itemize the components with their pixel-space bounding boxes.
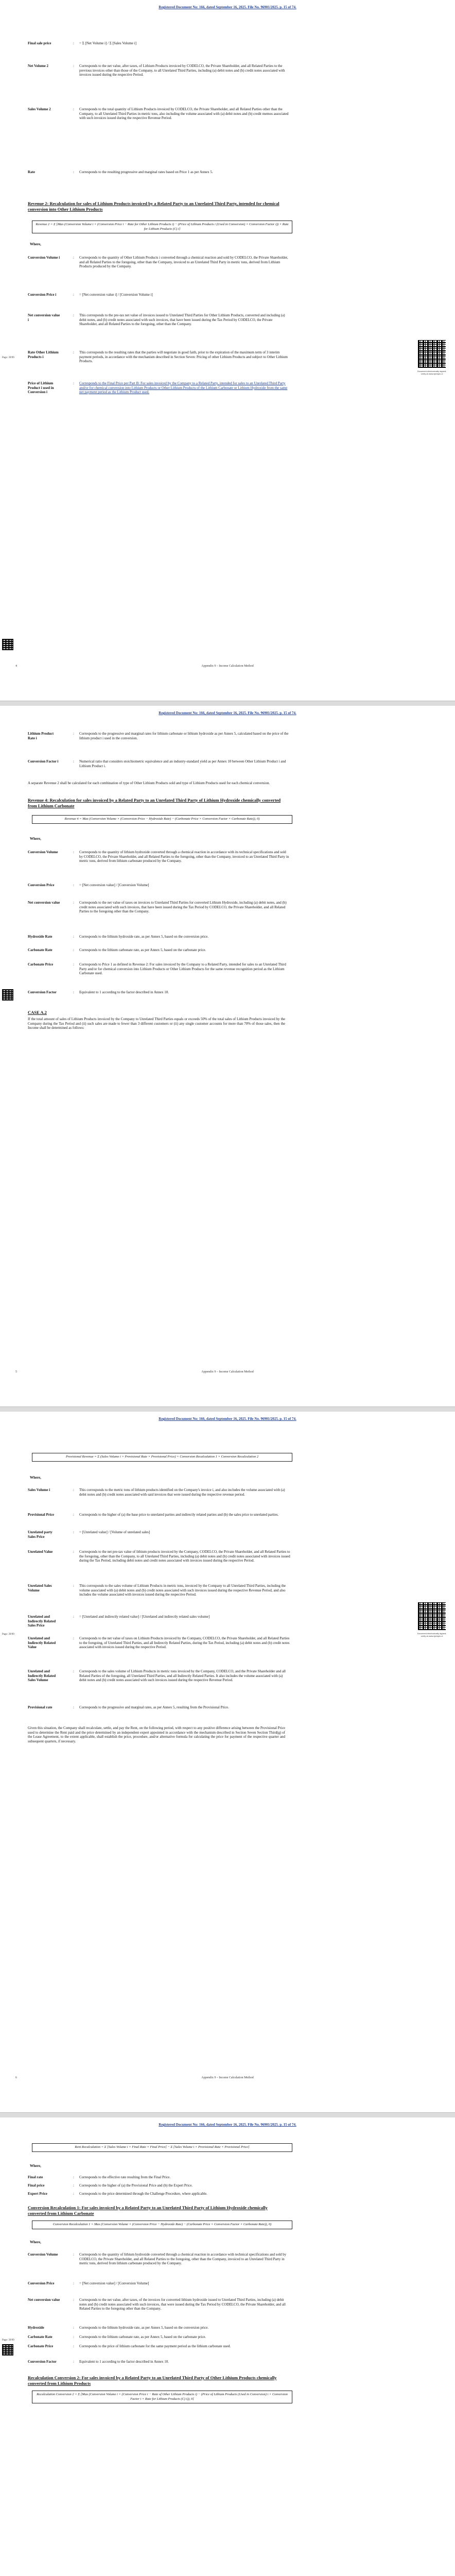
term: Lithium Product Rate i — [28, 732, 54, 740]
paragraph: A separate Revenue 2 shall be calculated for each combination of type of Other Lithium Products sold and type of Lithium Products used for each chemical conversion. — [28, 781, 270, 785]
document-page-1: Registered Document No: 166, dated September 16, 2025. File No. 96901/2025. p. 15 of 74. Final sale price : = Σ [Net Volume i] / Σ [Sales Volume i] Net Volume 2 : Corresponds to the net value, after taxes, of Lithium Products invoiced by CODELCO, the Private Shareholder, and all Related Parties to the previous invoices other than those of the Company, to all Unrelated Third Parties, including (a) debit notes and (b) credit notes associated with invoices issued during the respective Period. Sales Volume 2 : Corresponds to the total quantity of Lithium Products invoiced by CODELCO, the Private Shareholder, and all Related Parties other than the Company, to all Unrelated Third Parties in metric tons, also including the volume associated with (a) debit notes and (b) credit memos associated with such invoices issued during the respective Revenue Period. Rate : Corresponds to the resulting progressive and marginal rates based on Price 1 as per Annex 5. Revenue 2: Recalculation for sales of Lithium Products invoiced by a Related Party to an Unrelated Third Party, intended for chemical conversion into Other Lithium Products Revenue 2 = Σ [Max (Conversion Volume i × (Conversion Price i − Rate for Other Lithium Products i) − (Price of Lithium Products i (Used in Conversion) × Conversion Factor i)) × Rate for Lithium Products (C) i] Where, Conversion Volume i : Corresponds to the quantity of Other Lithium Products i converted through a chemical reaction and sold by CODELCO, the Private Shareholder, and all Related Parties to the foregoing, other than the Company, invoiced to an Unrelated Third Party in metric tons, derived from Lithium Products produced by the Company. Conversion Price i : = [Net conversion value i] / [Conversion Volume i] Net conversion value i : This corresponds to the pre-tax net value of invoices issued to Unrelated Third Parties for Other Lithium Products, converted and including (a) debit notes, and (b) credit notes associated with such invoices, that have been issued during the Tax Period by CODELCO, the Private Shareholder, and all Related Parties to the foregoing, other than the Company. Rate Other Lithium Products i : This corresponds to the resulting rates that the parties will negotiate in good faith, prior to the expiration of the maximum term of 3 interim payment periods, in accordance with the mechanism described in Section Seven: Pricing of other Lithium Products and subject to Other Lithium Products. Price of Lithium Product i used in Conversion i : Corresponds to the Final Price per Part B: For sales invoiced by the Company to a Related Party, intended for sales to an Unrelated Third Party and/or for chemical conversion into Lithium Products or Other Lithium Products of the Lithium Carbonate or Lithium Hydroxide from the same net payment period as the Lithium Product used. Page: 39/99 Document electronically signed; verify at www.ejemplo.cl 4 Appendix 9 – Income Calculation Method — [0, 0, 455, 701]
term: Rate Other Lithium Products i — [28, 350, 59, 359]
verification-qr-icon — [418, 340, 446, 368]
verification-qr-icon — [418, 1602, 446, 1630]
definition-text: Corresponds to the effective rate resulting from the Final Price. — [79, 2175, 171, 2179]
qr-caption: Document electronically signed; verify at www.ejemplo.cl — [417, 1632, 447, 1637]
page-header[interactable]: Registered Document No: 166, dated September 16, 2025. File No. 96901/2025. p. 15 of 74. — [159, 711, 296, 715]
definition-text: Corresponds to the higher of (a) the Provisional Price and (b) the Expert Price. — [79, 2183, 193, 2188]
term: Hydroxide Rate — [28, 935, 52, 939]
term: Rate — [28, 170, 35, 174]
definition-text: Corresponds to the lithium hydroxide rate, as per Annex 5, based on the conversion price. — [79, 2326, 208, 2330]
term: Sales Volume 2 — [28, 107, 51, 111]
definition-text: Corresponds to the price determined through the Challenge Procedure, where applicable. — [79, 2192, 207, 2196]
footer-label: Appendix 9 – Income Calculation Method — [201, 1370, 254, 1374]
term: Hydroxide — [28, 2326, 44, 2330]
term: Unrelated and Indirectly Related Sales Volume — [28, 1669, 56, 1682]
qr-caption: Document electronically signed; verify at www.ejemplo.cl — [417, 370, 447, 375]
term: Sales Volume i — [28, 1488, 50, 1492]
term: Conversion Volume i — [28, 256, 60, 260]
side-page-label: Page: 39/99 — [2, 1633, 14, 1636]
definition-text: = [Unrelated and indirectly related value] / [Unrelated and indirectly related sales volume] — [79, 1615, 210, 1619]
document-page-3: Registered Document No: 166, dated September 16, 2025. File No. 96901/2025. p. 15 of 74. Provisional Revenue = Σ (Sales Volume i × Provisional Rate × Provisional Price) × Conversion Recalculation 1 × Conversion Recalculation 2 Where, Sales Volume i : This corresponds to the metric tons of lithium products identified on the Company's invoice i, and also includes the volume associated with (a) debit notes and (b) credit notes associated with said invoices that were issued during the respective revenue period. Provisional Price : Corresponds to the higher of (a) the base price to unrelated parties and indirectly related parties and (b) the sales price to unrelated parties. Unrelated party Sales Price : = [Unrelated value] / [Volume of unrelated sales] Unrelated Value : Corresponds to the net pre-tax value of lithium products invoiced by the Company, CODELCO, the Private Shareholder, and all Related Parties to the foregoing, other than the Company, to all Unrelated Third Parties, including (a) debit notes and (b) credit notes associated with invoices issued during the Tax Period, including debit notes and credit notes associated with invoices issued during the respective Period. Unrelated Sales Volume : This corresponds to the sales volume of Lithium Products in metric tons, invoiced by the Company to all Unrelated Third Parties, including the volume associated with (a) debit notes and (b) credit notes associated with such invoices issued during the respective Revenue Period, and also includes the volume associated with invoices issued during the respective Period. Unrelated and Indirectly Related Sales Price : = [Unrelated and indirectly related value] / [Unrelated and indirectly related sales volume] Unrelated and Indirectly Related Value : Corresponds to the net value of taxes on Lithium Products invoiced by the Company, CODELCO, the Private Shareholder, and all Related Parties to the foregoing, of Unrelated Third Parties, and all Indirectly Related Parties, during the Tax Period, including (a) debit notes and (b) credit notes associated with invoices issued during the respective Period. Unrelated and Indirectly Related Sales Volume : Corresponds to the sales volume of Lithium Products in metric tons invoiced by the Company, CODELCO, and the Private Shareholder and all Related Parties of the foregoing, all Unrelated Third Parties, and all Indirectly Related Parties. It also includes the volume associated with (a) debit notes and (b) credit notes associated with such invoices issued during the respective Revenue Period. Provisional rate : Corresponds to the progressive and marginal rates, as per Annex 5, resulting from the Provisional Price. Given this situation, the Company shall recalculate, settle, and pay the Rent, on the following period, with respect to any positive difference arising between the Provisional Price used to determine the Rent paid and the price determined by an independent expert appointed in accordance with the mechanism described in Section Seven Section Third(g) of the Lease Agreement, to the extent applicable, shall establish the price, procedure, and/or alternative formula for calculating the price for payment of the respective quarter and subsequent quarters, if necessary. Page: 39/99 Document electronically signed; verify at www.ejemplo.cl 6 Appendix 9 – Income Calculation Method — [0, 1412, 455, 2112]
section-title: Revenue 4: Recalculation for sales invoiced by a Related Party to an Unrelated Third Party of Lithium Hydroxide chemically converted from Lithium Carbonate — [28, 798, 281, 808]
definition-text: Corresponds to the net pre-tax value of lithium products invoiced by the Company, CODELCO, the Private Shareholder, and all Related Parties to the foregoing, other than the Company, to all Unrelated Third Parties, including (a) debit notes and (b) credit notes associated with invoices issued during the Tax Period, including debit notes and credit notes associated with invoices issued during the respective Period. — [79, 1550, 290, 1563]
term: Carbonate Price — [28, 962, 54, 967]
formula-box: Rent Recalculation = Σ [Sales Volume i × Final Rate × Final Price] − Σ [Sales Volume i × Provisional Rate × Provisional Price] — [32, 2143, 292, 2152]
term: Conversion Factor i — [28, 759, 59, 764]
definition-text: This corresponds to the sales volume of Lithium Products in metric tons, invoiced by the Company to all Unrelated Third Parties, including the volume associated with (a) debit notes and (b) credit notes associated with such invoices issued during the respective Revenue Period, and also includes the volume associated with invoices issued during the respective Period. — [79, 1584, 286, 1597]
term: Net conversion value — [28, 901, 60, 905]
definition-text: = Σ [Net Volume i] / Σ [Sales Volume i] — [79, 41, 136, 45]
definition-text: Corresponds to the lithium carbonate rate, as per Annex 5, based on the carbonate price. — [79, 2335, 206, 2339]
term: Conversion Factor — [28, 2360, 57, 2364]
term: Conversion Factor — [28, 990, 57, 994]
qr-code-icon — [2, 2344, 13, 2355]
term: Net Volume 2 — [28, 64, 49, 68]
definition-text: = [Net conversion value] / [Conversion Volume] — [79, 883, 149, 887]
term: Unrelated and Indirectly Related Value — [28, 1636, 56, 1649]
where-label: Where, — [30, 837, 41, 841]
where-label: Where, — [30, 2240, 41, 2244]
definition-text: Corresponds to the net value, after taxes, of the invoices for converted lithium hydroxide issued to Unrelated Third Parties, including (a) debit notes and (b) credit notes associated with such invoices, that were issued during the Tax Period by CODELCO, the Private Shareholder, and all Related Parties to the foregoing other than the Company. — [79, 2298, 286, 2311]
qr-code-icon — [2, 639, 13, 650]
definition-text: Corresponds to the net value of taxes on Lithium Products invoiced by the Company, CODELCO, the Private Shareholder, and all Related Parties to the foregoing, of Unrelated Third Parties, and all Indirectly Related Parties, during the Tax Period, including (a) debit notes and (b) credit notes associated with invoices issued during the respective Period. — [79, 1636, 290, 1649]
document-page-2: Registered Document No: 166, dated September 16, 2025. File No. 96901/2025. p. 15 of 74. Lithium Product Rate i : Corresponds to the progressive and marginal rates for lithium carbonate or lithium hydroxide as per Annex 5, calculated based on the price of the lithium product i used in the conversion. Conversion Factor i : Numerical ratio that considers stoichiometric equivalence and an industry-standard yield as per Annex 10 between Other Lithium Product i and Lithium Product i. A separate Revenue 2 shall be calculated for each combination of type of Other Lithium Products sold and type of Lithium Products used for each chemical conversion. Revenue 4: Recalculation for sales invoiced by a Related Party to an Unrelated Third Party of Lithium Hydroxide chemically converted from Lithium Carbonate Revenue 4 = Max (Conversion Volume × (Conversion Price − Hydroxide Rate) − (Carbonate Price × Conversion Factor × Carbonate Rate)), 0) Where, Conversion Volume : Corresponds to the quantity of lithium hydroxide converted through a chemical reaction in accordance with its technical specifications and sold by CODELCO, the Private Shareholder, and all Related Parties to the foregoing, other than the Company, invoiced to an Unrelated Third Party in metric tons, derived from lithium carbonate produced by the Company. Conversion Price : = [Net conversion value] / [Conversion Volume] Net conversion value : Corresponds to the net value of taxes on invoices to Unrelated Third Parties for converted Lithium Hydroxide, including (a) debit notes, and (b) credit notes associated with such invoices, that have been issued during the Tax Period by CODELCO, the Private Shareholder, and all Related Parties to the foregoing other than the Company. Hydroxide Rate : Corresponds to the lithium hydroxide rate, as per Annex 5, based on the conversion price. Carbonate Rate : Corresponds to the lithium carbonate rate, as per Annex 5, based on the carbonate price. Carbonate Price : Corresponds to Price 1 as defined in Revenue 2: For sales invoiced by the Company to a Related Party, intended for sales to an Unrelated Third Party and/or for chemical conversion into Lithium Products or Other Lithium Products for the same revenue recognition period as the Lithium Carbonate used. Conversion Factor : Equivalent to 1 according to the factor described in Annex 10. CASE A.2 If the total amount of sales of Lithium Products invoiced by the Company to Unrelated Third Parties equals or exceeds 50% of the total sales of Lithium Products invoiced by the Company during the Tax Period and (ii) such sales are made to fewer than 3 different customers or (ii) any single customer accounts for more than 70% of those sales, then the Income shall be determined as follows: 5 Appendix 9 – Income Calculation Method — [0, 706, 455, 1406]
section-title: Revenue 2: Recalculation for sales of Lithium Products invoiced by a Related Party to an Unrelated Third Party, intended for chemical conversion into Other Lithium Products — [28, 201, 279, 212]
definition-text: Corresponds to the quantity of lithium hydroxide converted through a chemical reaction in accordance with technical specifications and sold by CODELCO, the Private Shareholder, and all Related Parties to the foregoing, other than the Company, invoiced to an Unrelated Third Party in metric tons, derived from lithium carbonate produced by the Company. — [79, 2252, 287, 2265]
definition-text: Corresponds to the progressive and marginal rates, as per Annex 5, resulting from the Provisional Price. — [79, 1705, 229, 1709]
term: Conversion Volume — [28, 2252, 58, 2257]
formula-box: Provisional Revenue = Σ (Sales Volume i × Provisional Rate × Provisional Price) × Conversion Recalculation 1 × Conversion Recalculation 2 — [32, 1453, 292, 1462]
definition-text: Corresponds to the progressive and marginal rates for lithium carbonate or lithium hydroxide as per Annex 5, calculated based on the price of the lithium product i used in the conversion. — [79, 732, 289, 740]
term: Conversion Volume — [28, 850, 58, 854]
term: Final sale price — [28, 41, 51, 45]
side-page-label: Page: 39/99 — [2, 2339, 14, 2342]
definition-text: Corresponds to the lithium hydroxide rate, as per Annex 5, based on the conversion price. — [79, 935, 208, 939]
definition-text: Corresponds to the sales volume of Lithium Products in metric tons invoiced by the Company, CODELCO, and the Private Shareholder and all Related Parties of the foregoing, all Unrelated Third Parties, and all Indirectly Related Parties. It also includes the volume associated with (a) debit notes and (b) credit notes associated with such invoices issued during the respective Revenue Period. — [79, 1669, 286, 1682]
term: Unrelated Value — [28, 1550, 53, 1554]
definition-text: Equivalent to 1 according to the factor described in Annex 10. — [79, 2360, 169, 2364]
formula-box: Revenue 4 = Max (Conversion Volume × (Conversion Price − Hydroxide Rate) − (Carbonate Price × Conversion Factor × Carbonate Rate)), 0) — [32, 815, 292, 824]
term: Net conversion value — [28, 2298, 60, 2302]
where-label: Where, — [30, 2164, 41, 2168]
definition-text: = [Unrelated value] / [Volume of unrelated sales] — [79, 1530, 150, 1534]
term: Final price — [28, 2183, 45, 2188]
paragraph: If the total amount of sales of Lithium Products invoiced by the Company to Unrelated Third Parties equals or exceeds 50% of the total sales of Lithium Products invoiced by the Company during the Tax Period and (ii) such sales are made to fewer than 3 different customers or (ii) any single customer accounts for more than 70% of those sales, then the Income shall be determined as follows: — [28, 1017, 285, 1030]
term: Provisional rate — [28, 1705, 52, 1709]
case-title: CASE A.2 — [28, 1010, 47, 1015]
term: Provisional Price — [28, 1513, 54, 1517]
page-number: 5 — [15, 1370, 17, 1374]
formula-box: Recalculation Conversion 2 = Σ [Max (Conversion Volume i × (Conversion Price i − Rate of Other Lithium Products i) − (Price of Lithium Products (Used in Conversion) i × Conversion Factor i × Rate for Lithium Products (C) i)), 0] — [32, 2391, 292, 2403]
side-page-label: Page: 39/99 — [2, 357, 14, 359]
definition-text: Corresponds to Price 1 as defined in Revenue 2: For sales invoiced by the Company to a Related Party, intended for sales to an Unrelated Third Party and/or for chemical conversion into Lithium Products or Other Lithium Products for the same revenue recognition period as the Lithium Carbonate used. — [79, 962, 286, 975]
where-label: Where, — [30, 1476, 41, 1480]
page-header[interactable]: Registered Document No: 166, dated September 16, 2025. File No. 96901/2025. p. 15 of 74. — [159, 1417, 296, 1421]
page-header[interactable]: Registered Document No: 166, dated September 16, 2025. File No. 96901/2025. p. 15 of 74. — [159, 5, 296, 9]
definition-text: Corresponds to the lithium carbonate rate, as per Annex 5, based on the carbonate price. — [79, 948, 206, 952]
definition-text: = [Net conversion value] / [Conversion Volume] — [79, 2281, 149, 2285]
footer-label: Appendix 9 – Income Calculation Method — [201, 665, 254, 668]
term: Unrelated Sales Volume — [28, 1584, 52, 1592]
footer-label: Appendix 9 – Income Calculation Method — [201, 2076, 254, 2079]
term: Conversion Price — [28, 2281, 55, 2285]
definition-text: Corresponds to the quantity of Other Lithium Products i converted through a chemical reaction and sold by CODELCO, the Private Shareholder, and all Related Parties to the foregoing, other than the Company, invoiced to an Unrelated Third Party in metric tons, derived from Lithium Products produced by the Company. — [79, 256, 288, 268]
term: Carbonate Rate — [28, 2335, 52, 2339]
term: Unrelated party Sales Price — [28, 1530, 52, 1539]
definition-text: Corresponds to the total quantity of Lithium Products invoiced by CODELCO, the Private Shareholder, and all Related Parties other than the Company, to all Unrelated Third Parties in metric tons, also including the volume associated with (a) debit notes and (b) credit memos associated with such invoices issued during the respective Revenue Period. — [79, 107, 289, 120]
definition-text: This corresponds to the resulting rates that the parties will negotiate in good faith, prior to the expiration of the maximum term of 3 interim payment periods, in accordance with the mechanism described in Section Seven: Pricing of other Lithium Products and subject to Other Lithium Products. — [79, 350, 288, 363]
where-label: Where, — [30, 242, 41, 246]
definition-text: = [Net conversion value i] / [Conversion Volume i] — [79, 293, 153, 297]
definition-text: Corresponds to the price of lithium carbonate for the same payment period as the lithium carbonate used. — [79, 2344, 231, 2348]
term: Price of Lithium Product i used in Conversion i — [28, 381, 54, 394]
formula-box: Conversion Recalculation 1 = Max (Conversion Volume × (Conversion Price − Hydroxide Rate) − (Carbonate Price × Conversion Factor × Carbonate Rate)), 0) — [32, 2221, 292, 2229]
term: Unrelated and Indirectly Related Sales Price — [28, 1615, 56, 1628]
term: Expert Price — [28, 2192, 47, 2196]
definition-text: Corresponds to the net value, after taxes, of Lithium Products invoiced by CODELCO, the Private Shareholder, and all Related Parties to the previous invoices other than those of the Company, to all Unrelated Third Parties, including (a) debit notes and (b) credit notes associated with invoices issued during the respective Period. — [79, 64, 285, 77]
page-number: 4 — [15, 665, 17, 668]
term: Net conversion value i — [28, 313, 60, 322]
term: Conversion Price i — [28, 293, 57, 297]
page-number: 6 — [15, 2076, 17, 2079]
paragraph: Given this situation, the Company shall recalculate, settle, and pay the Rent, on the following period, with respect to any positive difference arising between the Provisional Price used to determine the Rent paid and the price determined by an independent expert appointed in accordance with the mechanism described in Section Seven Section Third(g) of the Lease Agreement, to the extent applicable, shall establish the price, procedure, and/or alternative formula for calculating the price for payment of the respective quarter and subsequent quarters, if necessary. — [28, 1726, 285, 1743]
term: Final rate — [28, 2175, 43, 2179]
definition-text: Corresponds to the net value of taxes on invoices to Unrelated Third Parties for converted Lithium Hydroxide, including (a) debit notes, and (b) credit notes associated with such invoices, that have been issued during the Tax Period by CODELCO, the Private Shareholder, and all Related Parties to the foregoing other than the Company. — [79, 901, 287, 913]
definition-text: This corresponds to the pre-tax net value of invoices issued to Unrelated Third Parties for Other Lithium Products, converted and including (a) debit notes, and (b) credit notes associated with such invoices, that have been issued during the Tax Period by CODELCO, the Private Shareholder, and all Related Parties to the foregoing, other than the Company. — [79, 313, 285, 326]
definition-text: Corresponds to the quantity of lithium hydroxide converted through a chemical reaction in accordance with its technical specifications and sold by CODELCO, the Private Shareholder, and all Related Parties to the foregoing, other than the Company, invoiced to an Unrelated Third Party in metric tons, derived from lithium carbonate produced by the Company. — [79, 850, 289, 863]
definition-text: Corresponds to the resulting progressive and marginal rates based on Price 1 as per Annex 5. — [79, 170, 213, 174]
definition-text: Corresponds to the Final Price per Part B: For sales invoiced by the Company to a Related Party, intended for sales to an Unrelated Third Party and/or for chemical conversion into Lithium Products or Other Lithium Products of the Lithium Carbonate or Lithium Hydroxide from the same net payment period as the Lithium Product used. — [79, 381, 288, 394]
section-title: Recalculation Conversion 2: For sales invoiced by a Related Party to an Unrelated Third Party of Other Lithium Products chemically converted from Lithium Products — [28, 2375, 277, 2386]
term: Conversion Price — [28, 883, 55, 887]
definition-text: Corresponds to the higher of (a) the base price to unrelated parties and indirectly related parties and (b) the sales price to unrelated parties. — [79, 1513, 279, 1517]
document-page-4: Registered Document No: 166, dated September 16, 2025. File No. 96901/2025. p. 15 of 74. Rent Recalculation = Σ [Sales Volume i × Final Rate × Final Price] − Σ [Sales Volume i × Provisional Rate × Provisional Price] Where, Final rate : Corresponds to the effective rate resulting from the Final Price. Final price : Corresponds to the higher of (a) the Provisional Price and (b) the Expert Price. Expert Price : Corresponds to the price determined through the Challenge Procedure, where applicable. Conversion Recalculation 1: For sales invoiced by a Related Party to an Unrelated Third Party of Lithium Hydroxide chemically converted from Lithium Carbonate Conversion Recalculation 1 = Max (Conversion Volume × (Conversion Price − Hydroxide Rate) − (Carbonate Price × Conversion Factor × Carbonate Rate)), 0) Where, Conversion Volume : Corresponds to the quantity of lithium hydroxide converted through a chemical reaction in accordance with technical specifications and sold by CODELCO, the Private Shareholder, and all Related Parties to the foregoing, other than the Company, invoiced to an Unrelated Third Party in metric tons, derived from lithium carbonate produced by the Company. Conversion Price : = [Net conversion value] / [Conversion Volume] Net conversion value : Corresponds to the net value, after taxes, of the invoices for converted lithium hydroxide issued to Unrelated Third Parties, including (a) debit notes and (b) credit notes associated with such invoices, that were issued during the Tax Period by CODELCO, the Private Shareholder, and all Related Parties to the foregoing other than the Company. Hydroxide : Corresponds to the lithium hydroxide rate, as per Annex 5, based on the conversion price. Carbonate Rate : Corresponds to the lithium carbonate rate, as per Annex 5, based on the carbonate price. Carbonate Price : Corresponds to the price of lithium carbonate for the same payment period as the lithium carbonate used. Conversion Factor : Equivalent to 1 according to the factor described in Annex 10. Recalculation Conversion 2: For sales invoiced by a Related Party to an Unrelated Third Party of Other Lithium Products chemically converted from Lithium Products Recalculation Conversion 2 = Σ [Max (Conversion Volume i × (Conversion Price i − Rate of Other Lithium Products i) − (Price of Lithium Products (Used in Conversion) i × Conversion Factor i × Rate for Lithium Products (C) i)), 0] Page: 39/99 — [0, 2117, 455, 2576]
formula-box: Revenue 2 = Σ [Max (Conversion Volume i × (Conversion Price i − Rate for Other Lithium Products i) − (Price of Lithium Products i (Used in Conversion) × Conversion Factor i)) × Rate for Lithium Products (C) i] — [32, 221, 292, 233]
section-title: Conversion Recalculation 1: For sales invoiced by a Related Party to an Unrelated Third Party of Lithium Hydroxide chemically converted from Lithium Carbonate — [28, 2205, 268, 2216]
term: Carbonate Rate — [28, 948, 52, 952]
page-header[interactable]: Registered Document No: 166, dated September 16, 2025. File No. 96901/2025. p. 15 of 74. — [159, 2123, 296, 2127]
definition-text: Equivalent to 1 according to the factor described in Annex 10. — [79, 990, 169, 994]
qr-code-icon — [2, 989, 13, 1001]
definition-text: This corresponds to the metric tons of lithium products identified on the Company's invoice i, and also includes the volume associated with (a) debit notes and (b) credit notes associated with said invoices that were issued during the respective revenue period. — [79, 1488, 285, 1497]
term: Carbonate Price — [28, 2344, 54, 2348]
definition-text: Numerical ratio that considers stoichiometric equivalence and an industry-standard yield as per Annex 10 between Other Lithium Product i and Lithium Product i. — [79, 759, 286, 768]
